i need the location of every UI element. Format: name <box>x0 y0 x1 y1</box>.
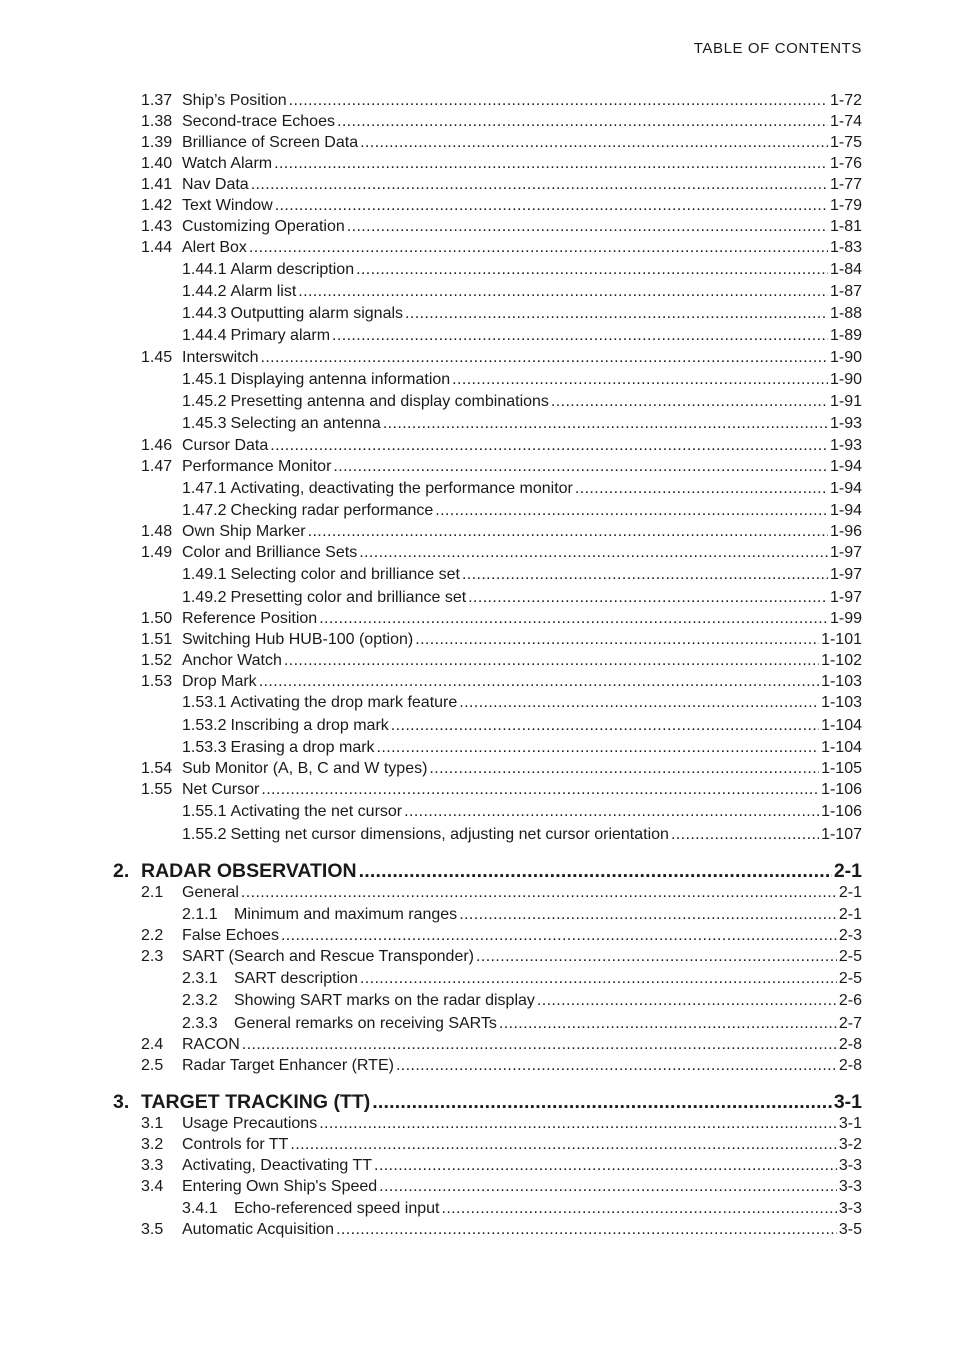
entry-number: 1.53.2 <box>182 717 227 734</box>
toc-entry[interactable] <box>182 969 862 989</box>
dot-leader <box>359 859 832 883</box>
entry-number: 2.3.3 <box>182 1015 218 1032</box>
entry-number: 1.45.1 <box>182 371 227 388</box>
entry-number: 1.46 <box>141 437 173 454</box>
toc-entry[interactable] <box>141 436 862 456</box>
dot-leader <box>275 196 828 216</box>
entry-page-number: 1-75 <box>829 134 862 151</box>
toc-entry[interactable] <box>182 414 862 434</box>
dot-leader <box>372 1090 832 1114</box>
entry-page-number: 1-76 <box>829 155 862 172</box>
toc-entry[interactable] <box>141 112 862 132</box>
toc-entry[interactable] <box>141 457 862 477</box>
dot-leader <box>336 1220 837 1240</box>
toc-entry[interactable] <box>141 947 862 967</box>
entry-page-number: 1-83 <box>829 239 862 256</box>
entry-page-number: 2-1 <box>833 860 862 882</box>
dot-leader <box>575 479 828 499</box>
toc-entry[interactable] <box>182 565 862 585</box>
entry-page-number: 2-3 <box>838 927 862 944</box>
entry-page-number: 1-89 <box>829 327 862 344</box>
toc-entry[interactable] <box>182 588 862 608</box>
entry-page-number: 1-103 <box>821 673 862 690</box>
toc-entry[interactable] <box>182 304 862 324</box>
entry-title: Automatic Acquisition <box>182 1221 335 1238</box>
entry-title: Erasing a drop mark <box>230 739 375 756</box>
entry-page-number: 2-5 <box>838 948 862 965</box>
toc-entry[interactable] <box>141 883 862 903</box>
dot-leader <box>476 947 837 967</box>
entry-title: Inscribing a drop mark <box>230 717 389 734</box>
page-header: TABLE OF CONTENTS <box>693 40 862 57</box>
dot-leader <box>289 91 828 111</box>
entry-page-number: 1-81 <box>829 218 862 235</box>
dot-leader <box>281 926 837 946</box>
entry-number: 1.49.2 <box>182 589 227 606</box>
entry-number: 1.51 <box>141 631 173 648</box>
entry-title: Controls for TT <box>182 1136 289 1153</box>
dot-leader <box>429 759 819 779</box>
toc-entry[interactable] <box>141 1114 862 1134</box>
entry-page-number: 3-2 <box>838 1136 862 1153</box>
entry-page-number: 1-96 <box>829 523 862 540</box>
entry-page-number: 2-8 <box>838 1036 862 1053</box>
entry-page-number: 1-93 <box>829 415 862 432</box>
entry-page-number: 2-7 <box>838 1015 862 1032</box>
entry-number: 3. <box>113 1091 130 1113</box>
dot-leader <box>319 609 828 629</box>
entry-title: Switching Hub HUB-100 (option) <box>182 631 414 648</box>
dot-leader <box>379 1177 837 1197</box>
entry-number: 1.53 <box>141 673 173 690</box>
toc-entry[interactable] <box>182 370 862 390</box>
dot-leader <box>360 969 837 989</box>
entry-page-number: 1-104 <box>821 739 862 756</box>
entry-page-number: 3-1 <box>833 1091 862 1113</box>
entry-number: 3.2 <box>141 1136 164 1153</box>
entry-number: 3.1 <box>141 1115 164 1132</box>
entry-title: Showing SART marks on the radar display <box>234 992 535 1009</box>
entry-number: 1.44.4 <box>182 327 227 344</box>
entry-title: Displaying antenna information <box>230 371 451 388</box>
entry-number: 1.47.2 <box>182 502 227 519</box>
entry-title: Primary alarm <box>230 327 331 344</box>
entry-page-number: 1-106 <box>821 781 862 798</box>
entry-title: Customizing Operation <box>182 218 345 235</box>
entry-title: Entering Own Ship's Speed <box>182 1178 378 1195</box>
entry-number: 1.53.1 <box>182 694 227 711</box>
toc-entry[interactable] <box>182 326 862 346</box>
entry-page-number: 1-107 <box>821 826 862 843</box>
toc-entry[interactable] <box>141 609 862 629</box>
toc-entry[interactable] <box>141 175 862 195</box>
toc-entry[interactable] <box>141 91 862 111</box>
toc-entry[interactable] <box>182 1014 862 1034</box>
entry-number: 1.37 <box>141 92 173 109</box>
entry-number: 1.47.1 <box>182 480 227 497</box>
entry-title: Drop Mark <box>182 673 257 690</box>
toc-entry[interactable] <box>182 479 862 499</box>
toc-entry[interactable] <box>182 282 862 302</box>
dot-leader <box>298 282 828 302</box>
dot-leader <box>261 780 819 800</box>
entry-number: 2.5 <box>141 1057 164 1074</box>
dot-leader <box>415 630 819 650</box>
entry-page-number: 1-72 <box>829 92 862 109</box>
entry-number: 1.43 <box>141 218 173 235</box>
dot-leader <box>452 370 828 390</box>
entry-number: 1.45 <box>141 349 173 366</box>
dot-leader <box>459 693 819 713</box>
toc-entry[interactable] <box>182 392 862 412</box>
toc-entry[interactable] <box>141 651 862 671</box>
entry-title: RADAR OBSERVATION <box>141 860 357 882</box>
entry-title: Interswitch <box>182 349 259 366</box>
entry-number: 1.44 <box>141 239 173 256</box>
entry-page-number: 1-74 <box>829 113 862 130</box>
entry-page-number: 1-99 <box>829 610 862 627</box>
entry-title: TARGET TRACKING (TT) <box>141 1091 371 1113</box>
toc-entry[interactable] <box>141 522 862 542</box>
entry-number: 2.3 <box>141 948 164 965</box>
entry-title: Echo-referenced speed input <box>234 1200 440 1217</box>
entry-title: Brilliance of Screen Data <box>182 134 359 151</box>
entry-page-number: 2-5 <box>838 970 862 987</box>
dot-leader <box>374 1156 837 1176</box>
entry-page-number: 1-91 <box>829 393 862 410</box>
dot-leader <box>319 1114 837 1134</box>
entry-number: 2.3.2 <box>182 992 218 1009</box>
dot-leader <box>308 522 828 542</box>
entry-number: 1.45.2 <box>182 393 227 410</box>
toc-entry[interactable] <box>141 1177 862 1197</box>
entry-title: Ship’s Position <box>182 92 287 109</box>
entry-page-number: 1-84 <box>829 261 862 278</box>
entry-page-number: 1-90 <box>829 349 862 366</box>
dot-leader <box>249 238 828 258</box>
toc-entry[interactable] <box>182 991 862 1011</box>
entry-title: SART (Search and Rescue Transponder) <box>182 948 475 965</box>
toc-entry[interactable] <box>141 1035 862 1055</box>
entry-number: 1.38 <box>141 113 173 130</box>
entry-page-number: 1-88 <box>829 305 862 322</box>
entry-number: 1.52 <box>141 652 173 669</box>
toc-entry[interactable] <box>141 759 862 779</box>
toc-entry[interactable] <box>182 1199 862 1219</box>
entry-number: 1.44.2 <box>182 283 227 300</box>
dot-leader <box>435 501 828 521</box>
entry-page-number: 3-5 <box>838 1221 862 1238</box>
entry-title: Presetting color and brilliance set <box>230 589 467 606</box>
entry-number: 1.42 <box>141 197 173 214</box>
dot-leader <box>284 651 819 671</box>
entry-number: 2. <box>113 860 130 882</box>
dot-leader <box>377 738 820 758</box>
entry-title: Minimum and maximum ranges <box>234 906 458 923</box>
toc-entry[interactable] <box>141 1220 862 1240</box>
toc-entry[interactable] <box>141 780 862 800</box>
entry-title: Anchor Watch <box>182 652 282 669</box>
entry-title: Presetting antenna and display combinations <box>230 393 549 410</box>
entry-page-number: 1-97 <box>829 544 862 561</box>
entry-title: Setting net cursor dimensions, adjusting net cursor orientation <box>230 826 669 843</box>
entry-number: 2.1 <box>141 884 164 901</box>
entry-title: Text Window <box>182 197 273 214</box>
entry-title: Net Cursor <box>182 781 260 798</box>
entry-title: Activating, Deactivating TT <box>182 1157 373 1174</box>
entry-page-number: 1-77 <box>829 176 862 193</box>
entry-page-number: 1-102 <box>821 652 862 669</box>
dot-leader <box>459 905 837 925</box>
dot-leader <box>405 304 828 324</box>
entry-title: Selecting an antenna <box>230 415 381 432</box>
entry-title: SART description <box>234 970 358 987</box>
toc-entry[interactable] <box>182 260 862 280</box>
dot-leader <box>242 1035 837 1055</box>
toc-entry[interactable] <box>141 926 862 946</box>
entry-title: Activating, deactivating the performance monitor <box>230 480 573 497</box>
entry-number: 2.2 <box>141 927 164 944</box>
dot-leader <box>270 436 828 456</box>
entry-number: 1.50 <box>141 610 173 627</box>
entry-title: Sub Monitor (A, B, C and W types) <box>182 760 428 777</box>
entry-page-number: 2-6 <box>838 992 862 1009</box>
dot-leader <box>241 883 837 903</box>
entry-page-number: 1-90 <box>829 371 862 388</box>
entry-number: 1.55.1 <box>182 803 227 820</box>
toc-entry[interactable] <box>182 738 862 758</box>
entry-number: 1.53.3 <box>182 739 227 756</box>
toc-entry[interactable] <box>141 154 862 174</box>
toc-entry[interactable] <box>182 716 862 736</box>
dot-leader <box>251 175 828 195</box>
dot-leader <box>274 154 828 174</box>
entry-page-number: 1-93 <box>829 437 862 454</box>
entry-page-number: 3-3 <box>838 1178 862 1195</box>
toc-entry[interactable] <box>141 1056 862 1076</box>
entry-number: 3.3 <box>141 1157 164 1174</box>
dot-leader <box>468 588 828 608</box>
toc-entry[interactable] <box>182 802 862 822</box>
toc-entry[interactable] <box>141 543 862 563</box>
chapter-entry[interactable] <box>113 1090 862 1114</box>
entry-number: 1.40 <box>141 155 173 172</box>
entry-number: 3.5 <box>141 1221 164 1238</box>
dot-leader <box>441 1199 836 1219</box>
entry-page-number: 1-104 <box>821 717 862 734</box>
toc-entry[interactable] <box>182 501 862 521</box>
toc-entry[interactable] <box>141 1135 862 1155</box>
toc-entry[interactable] <box>141 238 862 258</box>
entry-page-number: 1-101 <box>821 631 862 648</box>
entry-title: Selecting color and brilliance set <box>230 566 460 583</box>
entry-number: 1.55.2 <box>182 826 227 843</box>
dot-leader <box>396 1056 837 1076</box>
entry-number: 2.4 <box>141 1036 164 1053</box>
entry-title: Second-trace Echoes <box>182 113 335 130</box>
dot-leader <box>359 543 828 563</box>
entry-page-number: 1-97 <box>829 566 862 583</box>
entry-number: 1.47 <box>141 458 173 475</box>
chapter-entry[interactable] <box>113 859 862 883</box>
entry-page-number: 1-106 <box>821 803 862 820</box>
toc-entry[interactable] <box>141 348 862 368</box>
toc-entry[interactable] <box>141 217 862 237</box>
entry-page-number: 3-3 <box>838 1200 862 1217</box>
entry-number: 1.55 <box>141 781 173 798</box>
entry-title: Activating the drop mark feature <box>230 694 458 711</box>
entry-title: False Echoes <box>182 927 279 944</box>
dot-leader <box>333 457 828 477</box>
entry-page-number: 1-97 <box>829 589 862 606</box>
dot-leader <box>332 326 828 346</box>
entry-number: 1.44.3 <box>182 305 227 322</box>
entry-title: Alarm description <box>230 261 355 278</box>
dot-leader <box>499 1014 837 1034</box>
entry-page-number: 1-94 <box>829 502 862 519</box>
entry-title: General <box>182 884 239 901</box>
dot-leader <box>290 1135 836 1155</box>
dot-leader <box>259 672 819 692</box>
toc-entry[interactable] <box>182 825 862 845</box>
entry-number: 1.39 <box>141 134 173 151</box>
entry-number: 1.41 <box>141 176 173 193</box>
entry-page-number: 1-94 <box>829 458 862 475</box>
dot-leader <box>260 348 828 368</box>
dot-leader <box>391 716 819 736</box>
entry-page-number: 1-79 <box>829 197 862 214</box>
toc-entry[interactable] <box>141 133 862 153</box>
entry-number: 1.49.1 <box>182 566 227 583</box>
entry-title: Reference Position <box>182 610 318 627</box>
dot-leader <box>551 392 828 412</box>
entry-number: 3.4 <box>141 1178 164 1195</box>
entry-title: Alert Box <box>182 239 247 256</box>
toc-entry[interactable] <box>141 672 862 692</box>
entry-number: 2.1.1 <box>182 906 218 923</box>
dot-leader <box>383 414 828 434</box>
entry-page-number: 1-94 <box>829 480 862 497</box>
entry-page-number: 3-3 <box>838 1157 862 1174</box>
entry-number: 1.45.3 <box>182 415 227 432</box>
toc-entry[interactable] <box>182 693 862 713</box>
entry-number: 1.44.1 <box>182 261 227 278</box>
entry-title: Cursor Data <box>182 437 269 454</box>
entry-title: RACON <box>182 1036 240 1053</box>
entry-title: Nav Data <box>182 176 249 193</box>
dot-leader <box>537 991 837 1011</box>
entry-number: 1.48 <box>141 523 173 540</box>
entry-title: Checking radar performance <box>230 502 434 519</box>
entry-page-number: 1-105 <box>821 760 862 777</box>
entry-title: Radar Target Enhancer (RTE) <box>182 1057 394 1074</box>
entry-title: Activating the net cursor <box>230 803 403 820</box>
entry-number: 1.49 <box>141 544 173 561</box>
dot-leader <box>337 112 828 132</box>
toc-entry[interactable] <box>141 196 862 216</box>
toc-entry[interactable] <box>182 905 862 925</box>
entry-title: General remarks on receiving SARTs <box>234 1015 497 1032</box>
entry-number: 2.3.1 <box>182 970 218 987</box>
entry-page-number: 2-1 <box>838 906 862 923</box>
entry-page-number: 2-1 <box>838 884 862 901</box>
dot-leader <box>356 260 828 280</box>
dot-leader <box>404 802 819 822</box>
entry-number: 3.4.1 <box>182 1200 218 1217</box>
entry-page-number: 1-87 <box>829 283 862 300</box>
entry-title: Performance Monitor <box>182 458 332 475</box>
dot-leader <box>360 133 828 153</box>
entry-page-number: 1-103 <box>821 694 862 711</box>
entry-title: Watch Alarm <box>182 155 273 172</box>
dot-leader <box>671 825 819 845</box>
entry-page-number: 2-8 <box>838 1057 862 1074</box>
dot-leader <box>462 565 828 585</box>
entry-title: Alarm list <box>230 283 297 300</box>
entry-title: Outputting alarm signals <box>230 305 404 322</box>
entry-title: Usage Precautions <box>182 1115 318 1132</box>
entry-title: Own Ship Marker <box>182 523 306 540</box>
entry-number: 1.54 <box>141 760 173 777</box>
entry-page-number: 3-1 <box>838 1115 862 1132</box>
dot-leader <box>347 217 828 237</box>
entry-title: Color and Brilliance Sets <box>182 544 358 561</box>
toc-entry[interactable] <box>141 1156 862 1176</box>
toc-entry[interactable] <box>141 630 862 650</box>
